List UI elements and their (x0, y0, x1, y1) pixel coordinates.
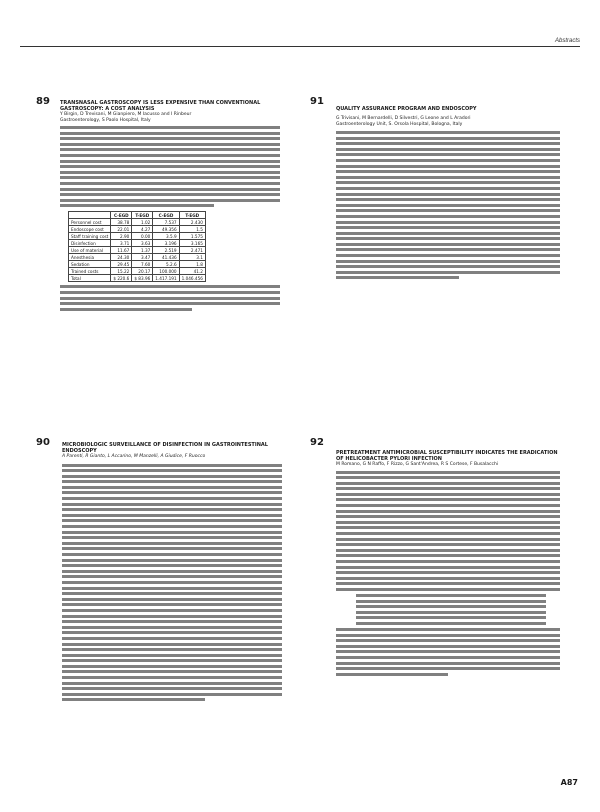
abstract-92-authors: M Romano, G N Raffo, F Rizzo, G Sant'Andrea, R S Cortese, F Busalacchi (336, 462, 499, 467)
cost-table-cell: 7.60 (132, 261, 153, 268)
cost-table-cell: 11.67 (111, 247, 132, 254)
cost-table-cell: 3.47 (132, 254, 153, 261)
cost-table-cell: 5.2.6 (153, 261, 179, 268)
cost-table-cell: 1.02 (132, 219, 153, 226)
abstract-89-number: 89 (36, 96, 50, 107)
abstract-91-text (336, 131, 560, 279)
running-header-rule (20, 40, 580, 47)
cost-table-cell: 2.430 (179, 219, 205, 226)
abstract-92-table (356, 594, 546, 625)
abstract-92-conclusion (336, 628, 560, 676)
cost-table-cell: Total (69, 275, 111, 282)
abstract-90-text (62, 464, 282, 702)
cost-table-cell: 3.165 (179, 240, 205, 247)
cost-table-header: T-EGD (132, 212, 153, 219)
cost-table-cell: 100.000 (153, 268, 179, 275)
cost-table-cell: Use of material (69, 247, 111, 254)
cost-table (68, 211, 206, 282)
abstract-90-authors: A Parenti, R Gianto, L Accarino, M Manzelli, A Giudice, F Ruocco (62, 454, 206, 459)
cost-table-header: T-EGD (179, 212, 205, 219)
cost-table-cell: 20.17 (132, 268, 153, 275)
abstract-91-title: QUALITY ASSURANCE PROGRAM AND ENDOSCOPY (336, 106, 477, 112)
abstract-91-affiliation: Gastroenterology Unit, S. Orsola Hospital, Bologna, Italy (336, 121, 463, 127)
cost-table-cell: 2.471 (179, 247, 205, 254)
abstract-90-number: 90 (36, 437, 50, 448)
abstract-92-title: PRETREATMENT ANTIMICROBIAL SUSCEPTIBILITY INDICATES THE ERADICATION OF HELICOBACTER PYLORI INFECTION (336, 450, 558, 462)
abstract-89-text (60, 126, 280, 207)
cost-table-cell: 1.046.456 (179, 275, 205, 282)
abstract-89 (60, 100, 280, 313)
cost-table-header: C-EGD (153, 212, 179, 219)
cost-table-row (69, 233, 206, 240)
abstract-91 (336, 106, 560, 282)
cost-table-cell: 49.356 (153, 226, 179, 233)
cost-table-cell: Personnel cost (69, 219, 111, 226)
page-number: A87 (560, 778, 578, 787)
cost-table-cell: Endoscope cost (69, 226, 111, 233)
cost-table-cell: 1.8 (179, 261, 205, 268)
cost-table-row (69, 254, 206, 261)
cost-table-row (69, 261, 206, 268)
cost-table-cell: 1.575 (179, 233, 205, 240)
cost-table-row (69, 247, 206, 254)
cost-table-cell: $ 83.96 (132, 275, 153, 282)
cost-table-row (69, 226, 206, 233)
cost-table-cell: 41.2 (179, 268, 205, 275)
abstract-92 (336, 450, 560, 678)
cost-table-cell: 3.63 (132, 240, 153, 247)
cost-table-cell: 3.196 (153, 240, 179, 247)
cost-table-header: C-EGD (111, 212, 132, 219)
abstract-89-authors: Y Birgin, D Trevisani, M Gianpiero, M Iacusso and I Rinbeur (60, 112, 192, 117)
cost-table-cell: 1.37 (132, 247, 153, 254)
cost-table-cell: 29.45 (111, 261, 132, 268)
abstract-92-text (336, 471, 560, 591)
abstract-91-authors: G Trivisani, M Bernardelli, D Silvestri, G Leone and L Aradori (336, 116, 471, 121)
cost-table-cell: Trained costs (69, 268, 111, 275)
cost-table-row (69, 219, 206, 226)
cost-table-cell: 3.71 (111, 240, 132, 247)
cost-table-cell: Disinfection (69, 240, 111, 247)
cost-table-header (69, 212, 111, 219)
cost-table-cell: Staff training cost (69, 233, 111, 240)
journal-name: Abstracts (554, 38, 580, 44)
cost-table-row (69, 240, 206, 247)
cost-table-cell: $ 220.6 (111, 275, 132, 282)
abstract-90 (62, 442, 282, 704)
abstract-89-affiliation: Gastroenterology, S Paolo Hospital, Italy (60, 117, 151, 123)
cost-table-row (69, 268, 206, 275)
cost-table-cell: 3.5.9 (153, 233, 179, 240)
cost-table-cell: Anesthesia (69, 254, 111, 261)
cost-table-cell: 1.5 (179, 226, 205, 233)
cost-table-cell: 0.00 (132, 233, 153, 240)
abstract-91-number: 91 (310, 96, 324, 107)
cost-table-cell: 4.27 (132, 226, 153, 233)
cost-table-cell: 41.436 (153, 254, 179, 261)
cost-table-row (69, 275, 206, 282)
cost-table-cell: 15.22 (111, 268, 132, 275)
cost-table-cell: 2.519 (153, 247, 179, 254)
abstract-90-title: MICROBIOLOGIC SURVEILLANCE OF DISINFECTION IN GASTROINTESTINAL ENDOSCOPY (62, 442, 268, 454)
cost-table-cell: 2.90 (111, 233, 132, 240)
cost-table-cell: Sedation (69, 261, 111, 268)
cost-table-cell: 38.78 (111, 219, 132, 226)
cost-table-cell: 3.1 (179, 254, 205, 261)
cost-table-cell: 22.01 (111, 226, 132, 233)
cost-table-cell: 7.537 (153, 219, 179, 226)
cost-table-cell: 1.417.191 (153, 275, 179, 282)
abstract-92-number: 92 (310, 437, 324, 448)
abstract-89-conclusion (60, 285, 280, 310)
abstract-89-title: TRANSNASAL GASTROSCOPY IS LESS EXPENSIVE THAN CONVENTIONAL GASTROSCOPY: A COST ANALYSIS (60, 100, 261, 112)
cost-table-cell: 24.30 (111, 254, 132, 261)
